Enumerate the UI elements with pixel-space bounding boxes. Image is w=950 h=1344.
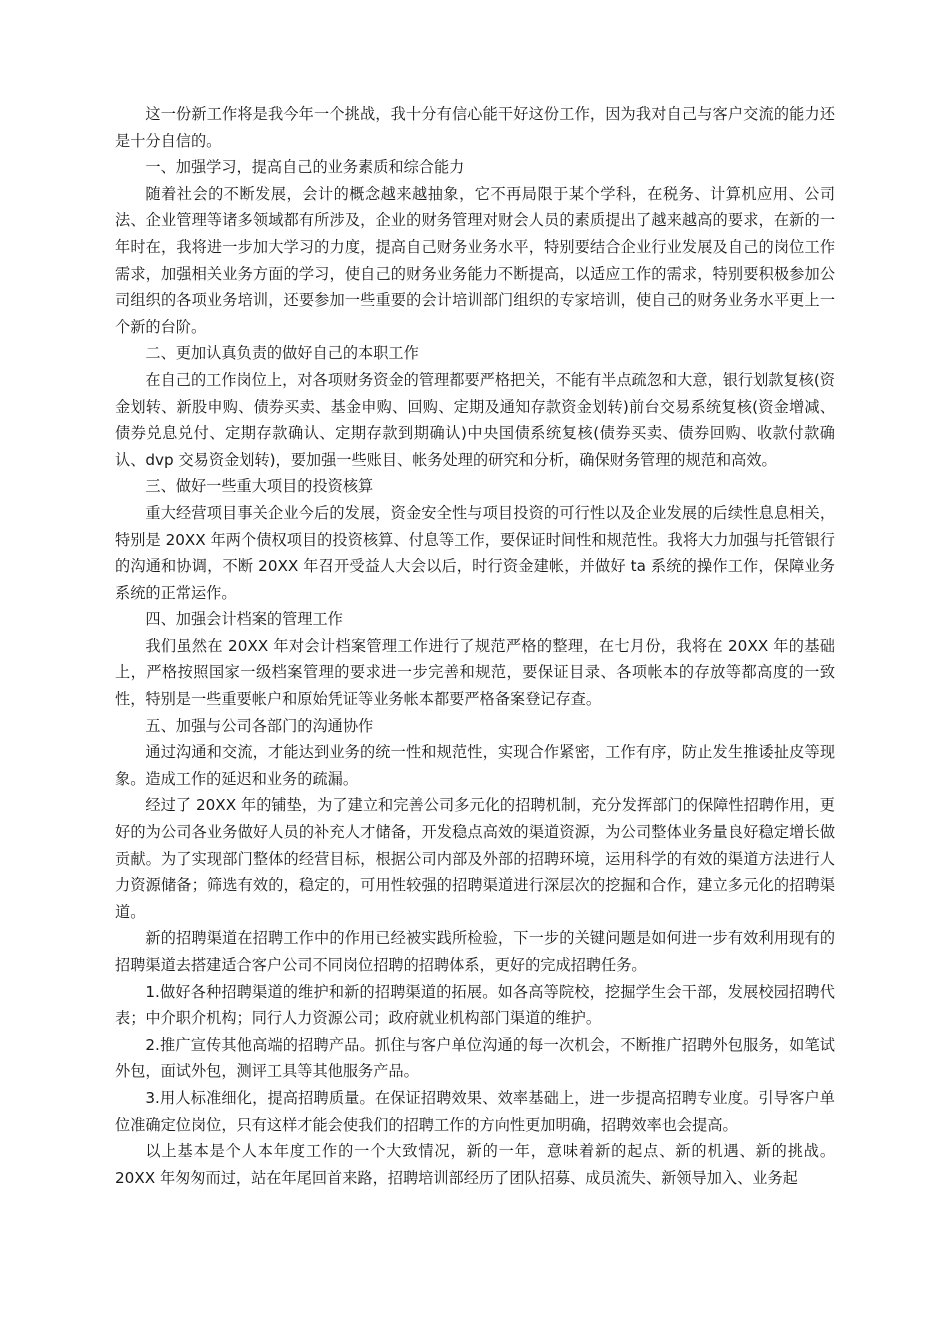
body-paragraph: 新的招聘渠道在招聘工作中的作用已经被实践所检验，下一步的关键问题是如何进一步有效利用现有的招聘渠道去搭建适合客户公司不同岗位招聘的招聘体系，更好的完成招聘任务。 — [115, 929, 835, 974]
list-item-3: 3.用人标准细化，提高招聘质量。在保证招聘效果、效率基础上，进一步提高招聘专业度。引导客户单位准确定位岗位，只有这样才能会使我们的招聘工作的方向性更加明确，招聘效率也会提高。 — [115, 1088, 835, 1134]
section-heading-1: 一、加强学习，提高自己的业务素质和综合能力 — [145, 158, 465, 177]
document-body — [115, 101, 835, 1191]
body-paragraph: 在自己的工作岗位上，对各项财务资金的管理都要严格把关，不能有半点疏忽和大意，银行划款复核(资金划转、新股申购、债券买卖、基金申购、回购、定期及通知存款资金划转)前台交易系统复核(资金增减、债券兑息兑付、定期存款确认、定期存款到期确认)中央国债系统复核(债券买卖、债券回购、收款付款确认、dvp 交易资金划转)，要加强一些账目、帐务处理的研究和分析，确保财务管理的规范和高效。 — [115, 370, 835, 469]
section-heading-5: 五、加强与公司各部门的沟通协作 — [145, 716, 374, 735]
body-paragraph: 随着社会的不断发展，会计的概念越来越抽象，它不再局限于某个学科，在税务、计算机应用、公司法、企业管理等诸多领域都有所涉及，企业的财务管理对财会人员的素质提出了越来越高的要求，在新的一年时在，我将进一步加大学习的力度，提高自己财务业务水平，特别要结合企业行业发展及自己的岗位工作需求，加强相关业务方面的学习，使自己的财务业务能力不断提高，以适应工作的需求，特别要积极参加公司组织的各项业务培训，还要参加一些重要的会计培训部门组织的专家培训，使自己的财务业务水平更上一个新的台阶。 — [115, 184, 835, 336]
intro-paragraph: 这一份新工作将是我今年一个挑战，我十分有信心能干好这份工作，因为我对自己与客户交流的能力还是十分自信的。 — [115, 105, 835, 150]
section-heading-3: 三、做好一些重大项目的投资核算 — [145, 477, 374, 496]
list-item-1: 1.做好各种招聘渠道的维护和新的招聘渠道的拓展。如各高等院校，挖掘学生会干部，发展校园招聘代表；中介职介机构；同行人力资源公司；政府就业机构部门渠道的维护。 — [115, 982, 835, 1028]
body-paragraph: 经过了 20XX 年的铺垫，为了建立和完善公司多元化的招聘机制，充分发挥部门的保障性招聘作用，更好的为公司各业务做好人员的补充人才储备，开发稳点高效的渠道资源，为公司整体业务量良好稳定增长做贡献。为了实现部门整体的经营目标，根据公司内部及外部的招聘环境，运用科学的有效的渠道方法进行人力资源储备；筛选有效的，稳定的，可用性较强的招聘渠道进行深层次的挖掘和合作，建立多元化的招聘渠道。 — [115, 796, 835, 921]
section-heading-4: 四、加强会计档案的管理工作 — [145, 610, 343, 629]
section-heading-2: 二、更加认真负责的做好自己的本职工作 — [145, 344, 419, 363]
body-paragraph: 通过沟通和交流，才能达到业务的统一性和规范性，实现合作紧密，工作有序，防止发生推诿扯皮等现象。造成工作的延迟和业务的疏漏。 — [115, 743, 835, 788]
list-item-2: 2.推广宣传其他高端的招聘产品。抓住与客户单位沟通的每一次机会，不断推广招聘外包服务，如笔试外包，面试外包，测评工具等其他服务产品。 — [115, 1035, 835, 1081]
body-paragraph: 重大经营项目事关企业今后的发展，资金安全性与项目投资的可行性以及企业发展的后续性息息相关，特别是 20XX 年两个债权项目的投资核算、付息等工作，要保证时间性和规范性。我将大力加强与托管银行的沟通和协调，不断 20XX 年召开受益人大会以后，时行资金建帐，并做好 ta 系统的操作工作，保障业务系统的正常运作。 — [115, 503, 835, 602]
body-paragraph: 我们虽然在 20XX 年对会计档案管理工作进行了规范严格的整理，在七月份，我将在 20XX 年的基础上，严格按照国家一级档案管理的要求进一步完善和规范，要保证目录、各项帐本的存放等都高度的一致性，特别是一些重要帐户和原始凭证等业务帐本都要严格备案登记存查。 — [115, 636, 835, 709]
closing-paragraph: 以上基本是个人本年度工作的一个大致情况，新的一年，意味着新的起点、新的机遇、新的挑战。20XX 年匆匆而过，站在年尾回首来路，招聘培训部经历了团队招募、成员流失、新领导加入、业务起 — [115, 1142, 835, 1187]
